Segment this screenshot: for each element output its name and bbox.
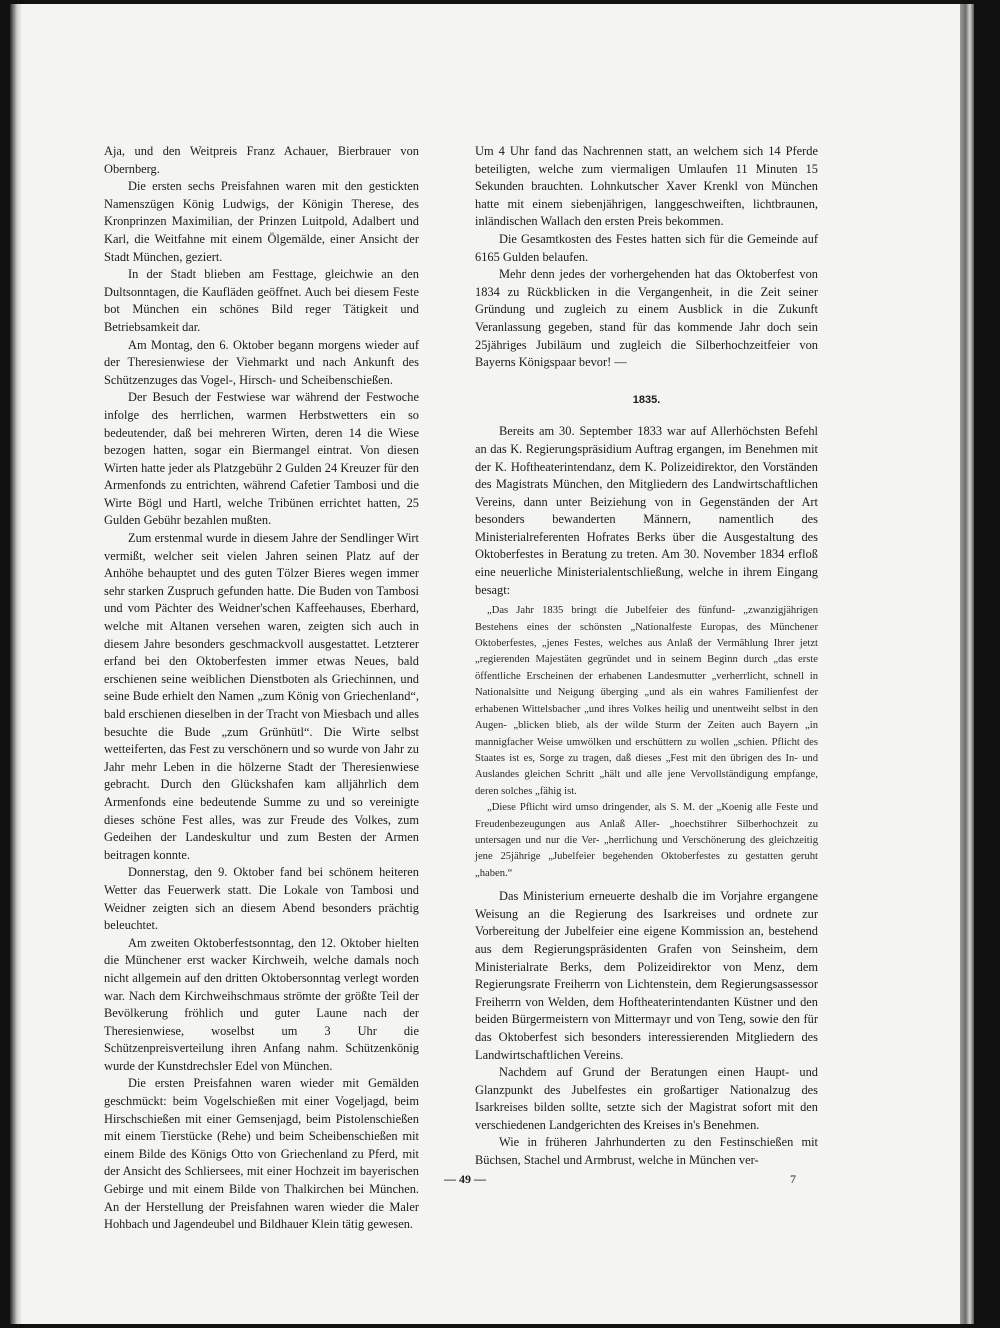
sheet-number: 7 — [790, 1172, 796, 1186]
paragraph: Nachdem auf Grund der Beratungen einen Haupt- und Glanzpunkt des Jubelfestes ein großartiger Nationalzug des Isarkreises bilden sollte, setzte sich der Magistrat sofort mit den verschiedenen Landgerichten des Kreises in's Benehmen. — [475, 1065, 818, 1132]
paragraph: Aja, und den Weitpreis Franz Achauer, Bierbrauer von Obernberg. — [104, 144, 419, 176]
paragraph: Am Montag, den 6. Oktober begann morgens wieder auf der Theresienwiese der Viehmarkt und nach Ankunft des Schützenzuges das Vogel-, Hirsch- und Scheibenschießen. — [104, 337, 419, 387]
page-footer — [0, 1172, 1000, 1192]
paragraph: Der Besuch der Festwiese war während der Festwoche infolge des herrlichen, warmen Herbstwetters ein so bedeutender, daß bei mehreren Wirten, deren 14 die Wiese bezogen hatten, sogar ein Biermangel eintrat. Von diesen Wirten hatte jeder als Platzgebühr 2 Gulden 24 Kreuzer für den Armenfonds zu entrichten, während Cafetier Tambosi und die Wirte Bögl und Hartl, welche Tribünen errichtet hatten, 25 Gulden Gebühr bezahlen mußten. — [104, 390, 419, 528]
left-column — [104, 143, 419, 1234]
right-column — [475, 143, 818, 1170]
paragraph: Donnerstag, den 9. Oktober fand bei schönem heiteren Wetter das Feuerwerk statt. Die Lokale von Tambosi und Weidner zeigten sich an diesem Abend besonders prächtig beleuchtet. — [104, 865, 419, 933]
quote-paragraph: „Diese Pflicht wird umso dringender, als S. M. der „Koenig alle Feste und Freudenbezeugungen aus Anlaß Aller- „hoechstihrer Silberhochzeit zu untersagen und nur die Ver- „herrlichung und Verschönerung des gleichzeitig jene 25jährige „Jubelfeier begehenden Oktoberfestes zu gestatten geruht „haben.“ — [475, 802, 818, 879]
paragraph: Die ersten Preisfahnen waren wieder mit Gemälden geschmückt: beim Vogelschießen mit einer Vogeljagd, beim Hirschschießen mit einer Gemsenjagd, beim Pistolenschießen mit einem Tierstücke (Rehe) und beim Scheibenschießen mit einem Bilde des Königs Otto von Griechenland zu Pferd, mit der Ansicht des Schliersees, mit einer Hochzeit im bayerischen Gebirge und mit einem Bilde von Thalkirchen bei München. An der Herstellung der Preisfahnen waren wieder die Maler Hohbach und Jagendeubel und Bildhauer Klein tätig gewesen. — [104, 1076, 419, 1232]
quote-paragraph: „Das Jahr 1835 bringt die Jubelfeier des fünfund- „zwanzigjährigen Bestehens eines der schönsten „Nationalfeste Europas, des Münchener Oktoberfestes, „jenes Festes, welches aus Anlaß der Vermählung Ihrer jetzt „regierenden Majestäten gegründet und in seinem Beginn durch „das erste öffentliche Erscheinen der erhabenen Landesmutter „verherrlicht, schnell in Nationalsitte und Neigung überging „und als ein wahres Familienfest der erhabenen Wittelsbacher „und ihres Volkes heilig und unentweiht selbst in den Augen- „blicken blieb, als der wilde Sturm der Zeiten auch Bayern „in mannigfacher Weise umwölken und erschüttern zu wollen „schien. Pflicht des Staates ist es, Sorge zu tragen, daß dieses „Fest mit den übrigen des In- und Auslandes gleichen Schritt „hält und alle jene Vervollständigung empfange, deren solches „fähig ist. — [475, 605, 818, 797]
paragraph: Die ersten sechs Preisfahnen waren mit den gestickten Namenszügen König Ludwigs, der Königin Therese, des Kronprinzen Maximilian, der Prinzen Luitpold, Adalbert und Karl, die Weitfahne mit einem Ölgemälde, einer Ansicht der Stadt München, geziert. — [104, 179, 419, 264]
paragraph: Am zweiten Oktoberfestsonntag, den 12. Oktober hielten die Münchener erst wacker Kirchweih, welche damals noch nicht allgemein auf den dritten Oktobersonntag verlegt worden war. Nach dem Kirchweihschmaus strömte der größte Teil der Bevölkerung fröhlich und guter Laune nach der Theresienwiese, woselbst um 3 Uhr die Schützenpreisverteilung ihren Anfang nahm. Schützenkönig wurde der Kunstdrechsler Edel von München. — [104, 935, 419, 1073]
paragraph: Das Ministerium erneuerte deshalb die im Vorjahre ergangene Weisung an die Regierung des Isarkreises und ordnete zur Vorbereitung der Jubelfeier eine eigene Kommission an, bestehend aus dem Regierungspräsidenten Grafen von Seinsheim, dem Ministerialrate Berks, dem Polizeidirektor von Menz, dem Regierungsrate Freiherrn von Lichtenstein, dem Regierungsassessor Freiherrn von Welden, dem Hoftheaterintendanten Küstner und den beiden Bürgermeistern von Mittermayr und von Teng, sowie den für das Oktoberfest sich besonders interessierenden Mitgliedern des Landwirtschaftlichen Vereins. — [475, 889, 818, 1062]
section-heading: 1835. — [632, 393, 661, 406]
paragraph: Um 4 Uhr fand das Nachrennen statt, an welchem sich 14 Pferde beteiligten, welche zum viermaligen Umlaufen 11 Minuten 15 Sekunden brauchten. Lohnkutscher Xaver Krenkl von München hatte mit einem siebenjährigen, langgeschweiften, lichtbraunen, inländischen Wallach den ersten Preis bekommen. — [475, 144, 818, 229]
page-number: — 49 — — [444, 1172, 486, 1186]
paragraph: Mehr denn jedes der vorhergehenden hat das Oktoberfest von 1834 zu Rückblicken in die Vergangenheit, in die Zeit seiner Gründung und zugleich zu einem Ausblick in die Zukunft Veranlassung gegeben, stand für das kommende Jahr doch sein 25jähriges Jubiläum und zugleich die Silberhochzeitfeier von Bayerns Königspaar bevor! — — [475, 267, 818, 370]
paragraph: In der Stadt blieben am Festtage, gleichwie an den Dultsonntagen, die Kaufläden geöffnet. Auch bei diesem Feste bot München ein schönes Bild reger Tätigkeit und Betriebsamkeit dar. — [104, 267, 419, 334]
page-gutter-shadow — [10, 4, 22, 1324]
paragraph: Wie in früheren Jahrhunderten zu den Festinschießen mit Büchsen, Stachel und Armbrust, welche in München ver- — [475, 1135, 818, 1168]
paragraph: Die Gesamtkosten des Festes hatten sich für die Gemeinde auf 6165 Gulden belaufen. — [475, 231, 818, 264]
paragraph: Zum erstenmal wurde in diesem Jahre der Sendlinger Wirt vermißt, welcher seit vielen Jahren seinen Platz auf der Anhöhe behauptet und des guten Tölzer Bieres wegen immer sehr starken Zuspruch gefunden hatte. Die Buden von Tambosi und vom Pächter des Weidner'schen Kaffeehauses, Eberhard, welche mit Altanen versehen waren, zeigten sich auch in diesem Jahre besonders geschmackvoll ausgestattet. Letzterer erfand bei den Oktoberfesten immer etwas Neues, bald erschienen seine weiblichen Dienstboten als Griechinnen, und seine Bude erhielt den Namen „zum König von Griechenland“, bald erschienen dieselben in der Tracht von Miesbach und alles besuchte die Bude „zum Grünhütl“. Die Wirte selbst wetteiferten, das Fest zu verschönern und so wurde von Jahr zu Jahr mehr Leben in die hölzerne Stadt der Theresienwiese gebracht. Durch den Glückshafen kam alljährlich dem Armenfonds eine bedeutende Summe zu und so vereinigte dieses schöne Fest alles, was zur Freude des Volkes, zum Gedeihen der Landeskultur und zum Besten der Armen beitragen konnte. — [104, 531, 419, 862]
paragraph: Bereits am 30. September 1833 war auf Allerhöchsten Befehl an das K. Regierungspräsidium Auftrag ergangen, im Benehmen mit der K. Hoftheaterintendanz, dem K. Polizeidirektor, den Vorständen des Magistrats München, den Mitgliedern des Landwirtschaftlichen Vereins, dann unter Beiziehung von in Gegenständen der Art besonders bewanderten Männern, namentlich des Ministerialreferenten Hofrates Berks über die Ausgestaltung des Oktoberfestes in Beratung zu treten. Am 30. November 1834 erfloß eine neuerliche Ministerialentschließung, welche in ihrem Eingang besagt: — [475, 424, 818, 597]
book-edge — [960, 4, 974, 1324]
block-quote — [475, 603, 818, 882]
